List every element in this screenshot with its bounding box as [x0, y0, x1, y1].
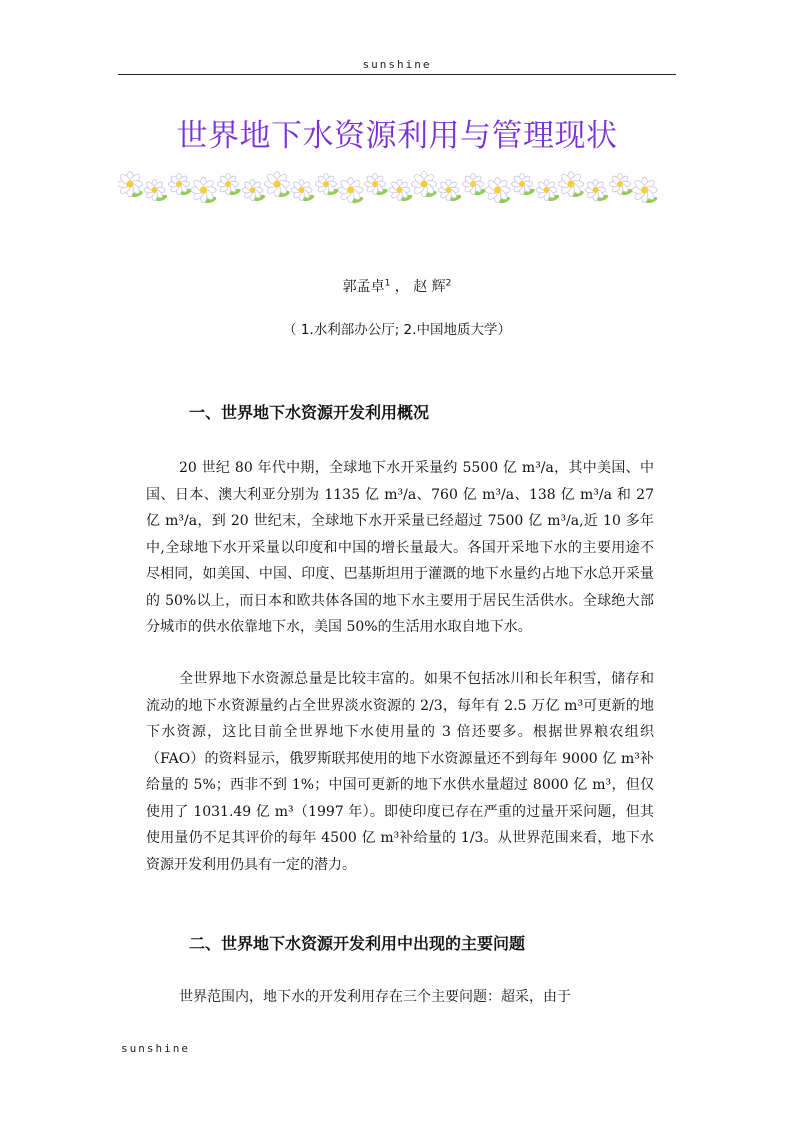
flower-icon: [316, 174, 340, 197]
flower-icon: [558, 171, 584, 198]
section-1-paragraph-1: 20 世纪 80 年代中期，全球地下水开采量约 5500 亿 m³/a，其中美国、中国、日本、澳大利亚分别为 1135 亿 m³/a、760 亿 m³/a、138 亿 m³/a 和 27 亿 m³/a，到 20 世纪末，全球地下水开采量已经超过 7500 亿 m³/a,近 10 多年中,全球地下水开采量以印度和中国的增长量最大。各国开采地下水的主要用途不尽相同，如美国、中国、印度、巴基斯坦用于灌溉的地下水量约占地下水总开采量的 50%以上，而日本和欧共体各国的地下水主要用于居民生活供水。全球绝大部分城市的供水依靠地下水，美国 50%的生活用水取自地下水。: [146, 460, 654, 635]
flower-icon: [512, 174, 536, 197]
flower-icon: [610, 174, 634, 197]
flower-icon: [438, 180, 462, 203]
flower-icon: [338, 177, 364, 204]
flower-icon: [264, 171, 290, 198]
flower-icon: [118, 171, 143, 198]
flower-border-decoration: [118, 166, 676, 210]
author-1-affil-mark: 1: [384, 278, 391, 289]
section-heading-1: 一、世界地下水资源开发利用概况: [189, 403, 430, 422]
section-2-paragraph-1: 世界范围内，地下水的开发利用存在三个主要问题：超采，由于: [179, 989, 571, 1005]
header-divider: [118, 74, 676, 75]
flower-icon: [191, 177, 217, 204]
author-2-affil-mark: 2: [445, 278, 452, 289]
flower-icon: [218, 174, 242, 197]
author-2: 赵 辉: [413, 279, 446, 295]
section-1-paragraph-2: 全世界地下水资源总量是比较丰富的。如果不包括冰川和长年积雪，储存和流动的地下水资源量约占全世界淡水资源的 2/3，每年有 2.5 万亿 m³可更新的地下水资源，这比目前全世界地下水使用量的 3 倍还要多。根据世界粮农组织（FAO）的资料显示，俄罗斯联邦使用的地下水资源量还不到每年 9000 亿 m³补给量的 5%；西非不到 1%；中国可更新的地下水供水量超过 8000 亿 m³，但仅使用了 1031.49 亿 m³（1997 年）。即使印度已存在严重的过量开采问题，但其使用量仍不足其评价的每年 4500 亿 m³补给量的 1/3。从世界范围来看，地下水资源开发利用仍具有一定的潜力。: [146, 671, 654, 873]
section-heading-2: 二、世界地下水资源开发利用中出现的主要问题: [189, 934, 526, 953]
flower-icon: [411, 171, 437, 198]
flower-icon: [463, 174, 487, 197]
flower-icon: [585, 180, 609, 203]
flower-icon: [389, 180, 413, 203]
flower-icon: [144, 180, 168, 203]
flower-icon: [485, 177, 511, 204]
flower-icon: [242, 180, 266, 203]
authors-line: [0, 276, 794, 296]
page-footer-text: sunshine: [121, 1042, 190, 1055]
flower-icon: [291, 180, 315, 203]
document-title: 世界地下水资源利用与管理现状: [176, 118, 618, 154]
author-separator: ，: [394, 279, 409, 295]
flower-icon: [632, 177, 658, 204]
affiliations: （ 1.水利部办公厅; 2.中国地质大学）: [283, 322, 511, 338]
flower-icon: [365, 174, 389, 197]
flower-icon: [169, 174, 193, 197]
flower-icon: [536, 180, 560, 203]
page-header-text: sunshine: [362, 58, 432, 71]
author-1: 郭孟卓: [342, 279, 385, 295]
